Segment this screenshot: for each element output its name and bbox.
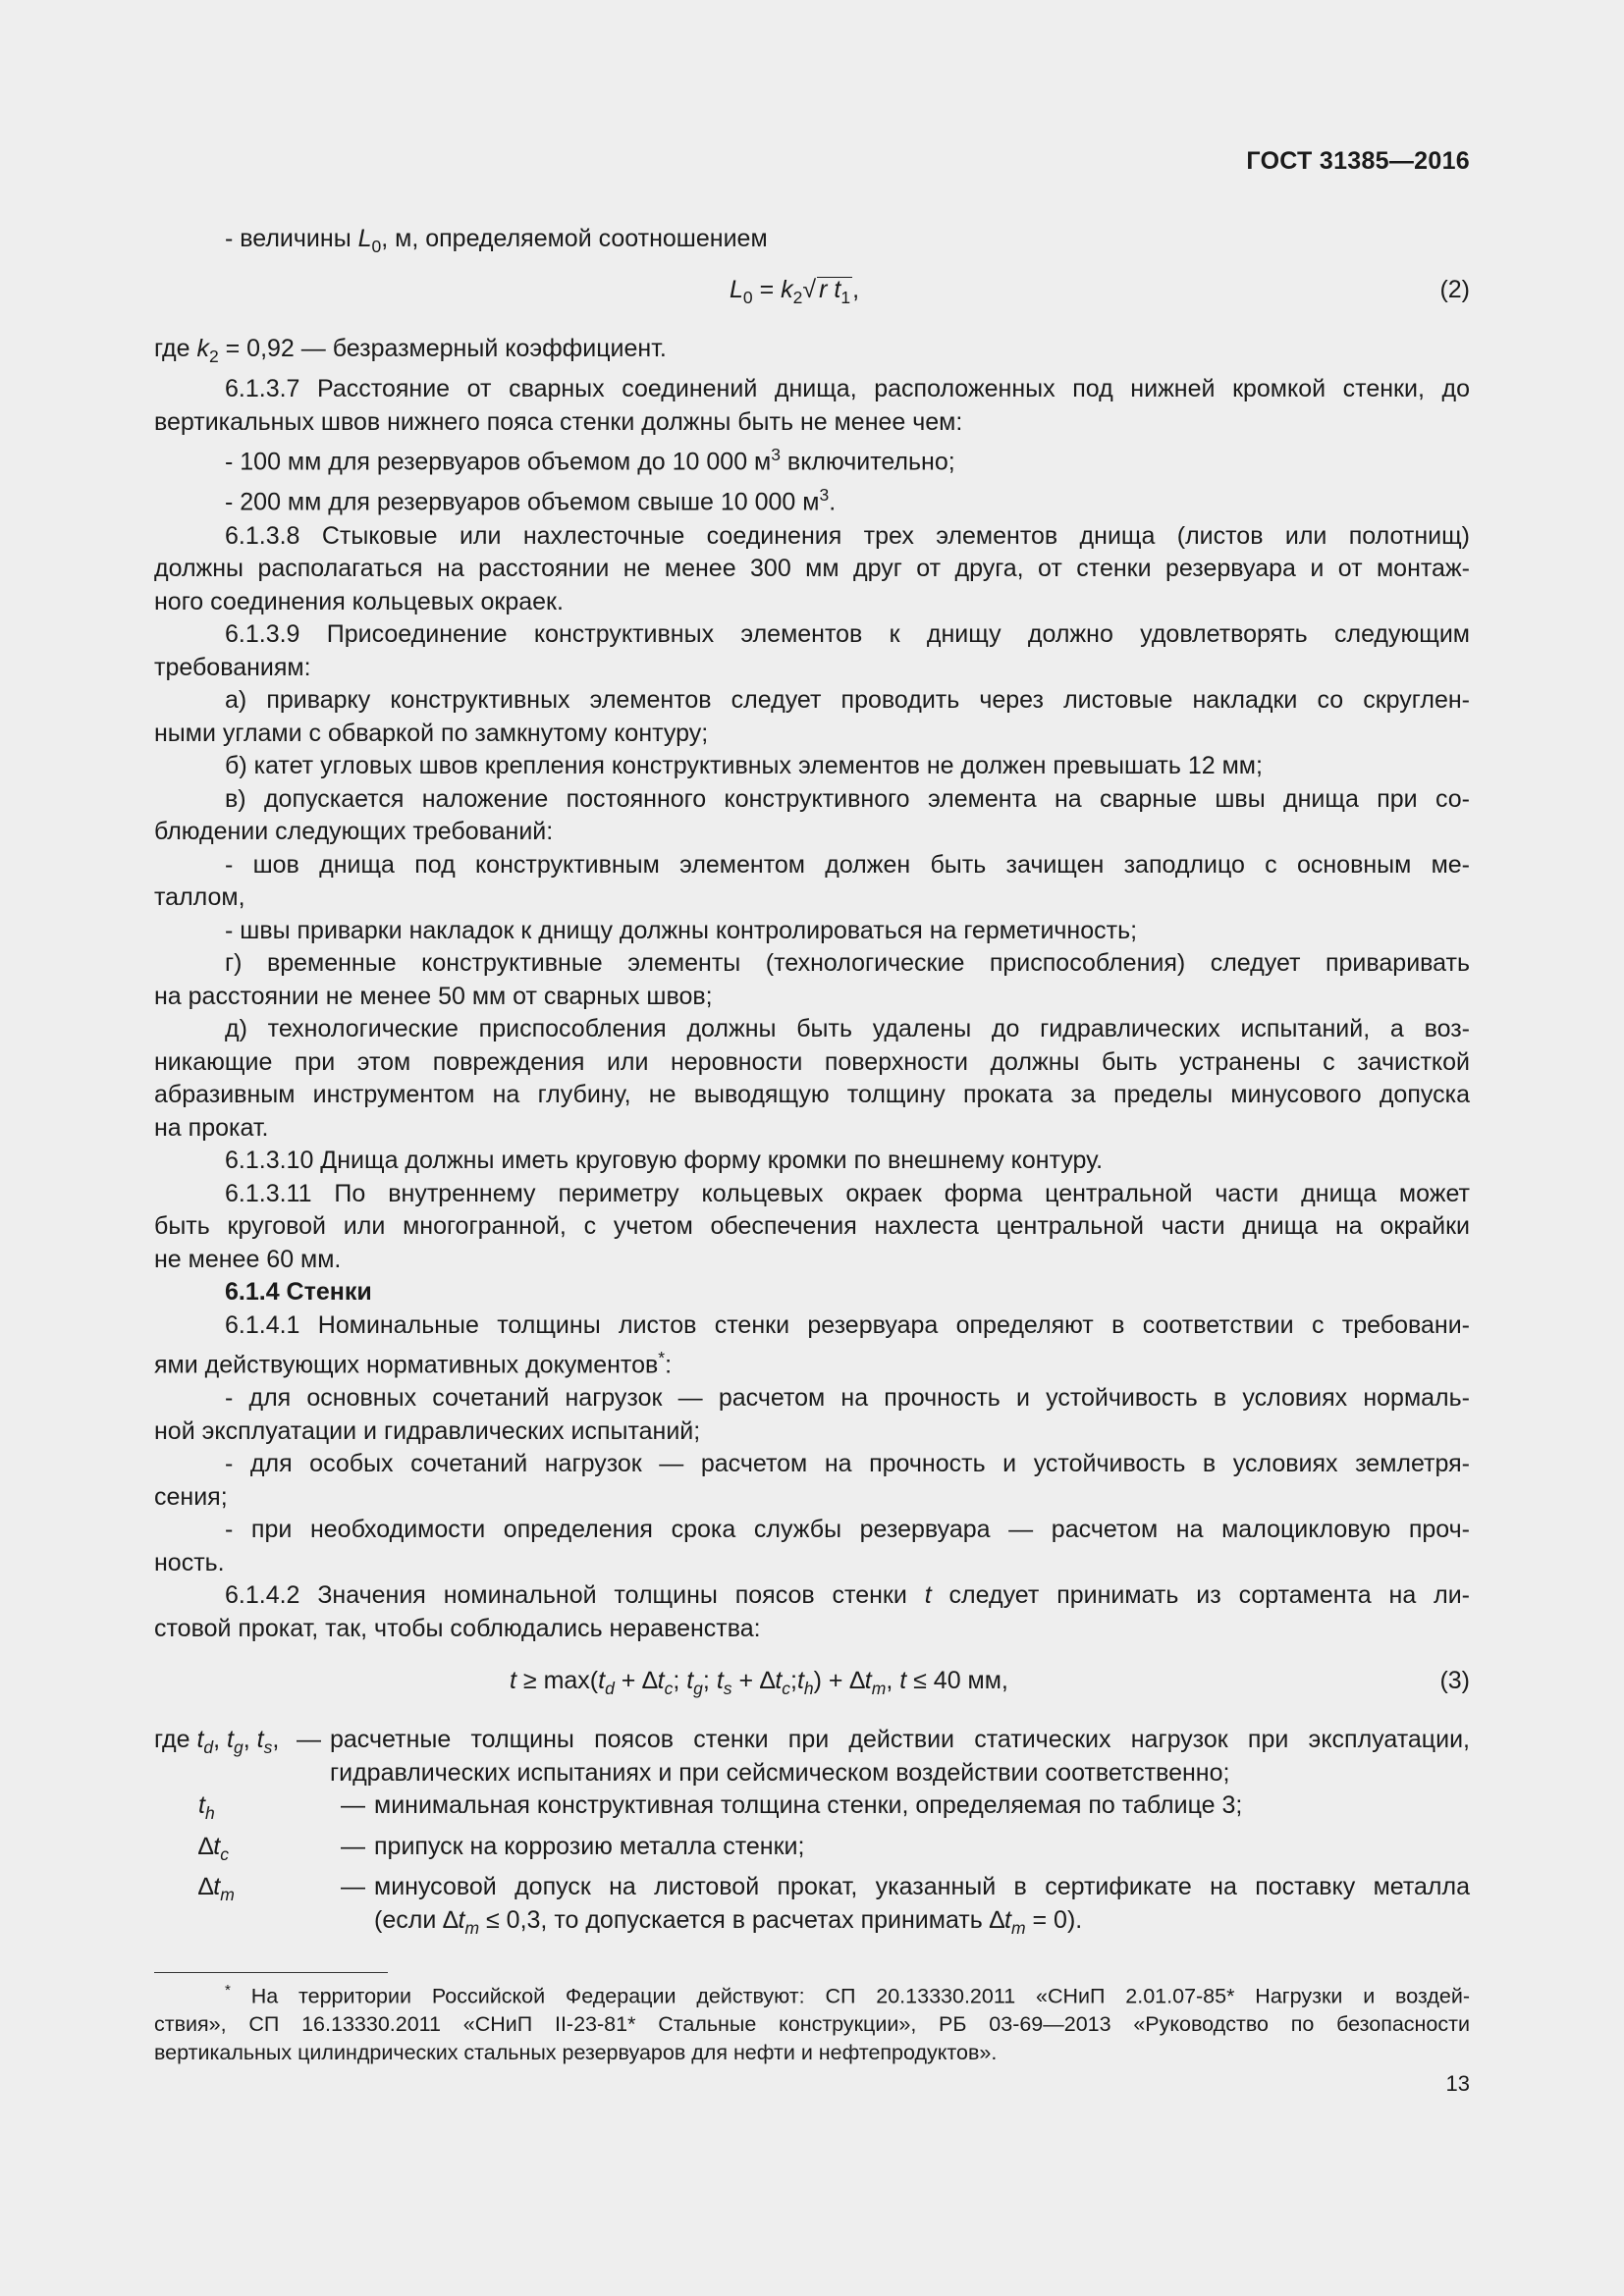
formula-symbol: t — [899, 1667, 907, 1695]
text-line — [154, 1976, 1470, 2010]
list-item: б) катет угловых швов крепления конструктивных элементов не должен превышать 12 мм; — [225, 752, 1263, 779]
formula-punct: ; — [702, 1667, 717, 1695]
formula-symbol: t — [198, 1791, 205, 1820]
text: где — [154, 334, 197, 362]
list-item: - для особых сочетаний нагрузок — расчетом на прочность и устойчивость в условиях землетря- — [225, 1450, 1470, 1478]
formula-symbol: L — [730, 275, 743, 303]
main-content — [154, 223, 1470, 1946]
text-line — [374, 1904, 1470, 1946]
text-line: на расстоянии не менее 50 мм от сварных швов; — [154, 982, 713, 1010]
list-item: - для основных сочетаний нагрузок — расчетом на прочность и устойчивость в условиях нормаль- — [225, 1384, 1470, 1413]
formula-punct: ; — [673, 1667, 687, 1695]
intro-text: , м, определяемой соотношением — [381, 225, 768, 252]
formula-sub: s — [263, 1737, 273, 1758]
formula-2-expression — [730, 274, 859, 315]
formula-symbol: t — [510, 1667, 516, 1695]
formula-symbol: t — [227, 1726, 234, 1754]
superscript: 3 — [771, 445, 781, 465]
definition-dash: — — [297, 1726, 321, 1754]
text: включительно; — [780, 448, 955, 476]
paragraph-6-1-3-8 — [154, 520, 1470, 619]
delta-symbol: ∆ — [198, 1832, 214, 1860]
formula-operator: + ∆ — [614, 1667, 658, 1695]
text-line: минусовой допуск на листовой прокат, указанный в сертификате на поставку металла — [374, 1873, 1470, 1901]
symbol-t: t — [924, 1581, 932, 1610]
formula-sub: 0 — [742, 287, 753, 307]
paragraph-6-1-3-10 — [154, 1145, 1470, 1178]
formula-symbol: t — [196, 1726, 204, 1754]
footnote-marker: * — [225, 1982, 231, 1999]
list-item: а) приварку конструктивных элементов следует проводить через листовые накладки со скруглен- — [225, 686, 1470, 714]
text: - 200 мм для резервуаров объемом свыше 10 000 м — [225, 489, 820, 516]
list-item: д) технологические приспособления должны быть удалены до гидравлических испытаний, а воз- — [225, 1015, 1470, 1042]
definition-dash: — — [341, 1832, 365, 1860]
text: где — [154, 1726, 197, 1754]
formula-sub: m — [1010, 1918, 1026, 1938]
text: ≤ 0,3, то допускается в расчетах принимать ∆ — [479, 1905, 1005, 1934]
definition-text: минимальная конструктивная толщина стенки, определяемая по таблице 3; — [374, 1791, 1243, 1820]
page-number: 13 — [1445, 2071, 1470, 2096]
formula-3-expression — [510, 1665, 1008, 1706]
text: . — [829, 489, 837, 516]
formula-sub: 1 — [840, 287, 851, 307]
formula-sub: s — [723, 1679, 732, 1699]
list-item — [154, 479, 1470, 519]
footnote-ref: * — [658, 1348, 666, 1367]
definition-symbol: где $t_d$, $t_g$, $t_s$, — [154, 1726, 280, 1758]
text-line: расчетные толщины поясов стенки при действии статических нагрузок при эксплуатации, — [330, 1726, 1470, 1754]
intro-line — [154, 223, 1470, 264]
definition-row — [154, 1724, 1470, 1789]
formula-sub: c — [664, 1679, 674, 1699]
formula-sub: m — [220, 1885, 235, 1905]
formula-sub: c — [220, 1843, 229, 1864]
text: На территории Российской Федерации действуют: СП 20.13330.2011 «СНиП 2.01.07-85* Нагрузки и воздей- — [230, 1984, 1470, 2008]
symbol-sub: 2 — [208, 346, 219, 366]
definition-symbol — [154, 1789, 341, 1831]
formula-sub: m — [871, 1679, 887, 1699]
list-item — [154, 439, 1470, 479]
formula-operator: = — [752, 275, 782, 303]
formula-sub: h — [204, 1803, 215, 1824]
formula-sub: h — [803, 1679, 814, 1699]
text-line: на прокат. — [154, 1113, 269, 1142]
text-line: 6.1.3.11 По внутреннему периметру кольцевых окраек форма центральной части днища может — [225, 1179, 1470, 1207]
text-line: быть круговой или многогранной, с учетом обеспечения нахлеста центральной части днища на окрайки — [154, 1212, 1470, 1240]
formula-symbol: t — [657, 1667, 665, 1695]
text-line: ными углами с обваркой по замкнутому контуру; — [154, 719, 709, 747]
formula-symbol: t — [458, 1905, 465, 1934]
delta-symbol: ∆ — [198, 1873, 214, 1901]
text-line: 6.1.3.7 Расстояние от сварных соединений днища, расположенных под нижней кромкой стенки, до — [225, 375, 1470, 403]
text-line: ность. — [154, 1548, 225, 1576]
text-line: 6.1.4.1 Номинальные толщины листов стенки резервуара определяют в соответствии с требовани- — [225, 1310, 1470, 1339]
list-item: в) допускается наложение постоянного конструктивного элемента на сварные швы днища при со- — [225, 784, 1470, 813]
formula-symbol: t — [1004, 1905, 1011, 1934]
text-line — [154, 1342, 1470, 1382]
text-line: стовой прокат, так, чтобы соблюдались неравенства: — [154, 1614, 761, 1642]
definition-dash: — — [341, 1873, 365, 1901]
formula-symbol: t — [686, 1667, 694, 1695]
list-item: - швы приварки накладок к днищу должны контролироваться на герметичность; — [225, 916, 1138, 944]
text: = 0,92 — безразмерный коэффициент. — [218, 334, 667, 362]
definition-row — [154, 1831, 1470, 1872]
definition-dash: — — [341, 1791, 365, 1820]
formula-punct: , — [852, 275, 860, 303]
where-k2 — [154, 333, 1470, 374]
text-line: не менее 60 мм. — [154, 1245, 342, 1273]
formula-sub: g — [233, 1737, 244, 1758]
formula-symbol: t — [796, 1667, 804, 1695]
text: 6.1.4.2 Значения номинальной толщины поясов стенки — [225, 1581, 925, 1610]
formula-punct: , — [886, 1667, 900, 1695]
formula-2-number: (2) — [1439, 275, 1470, 303]
formula-symbol: r — [819, 275, 828, 303]
formula-punct: ; — [790, 1667, 797, 1695]
symbol-L: L — [357, 225, 372, 252]
list-item: - при необходимости определения срока службы резервуара — расчетом на малоцикловую проч- — [225, 1516, 1470, 1544]
text-line: ного соединения кольцевых окраек. — [154, 587, 564, 615]
paragraph-6-1-3-7 — [154, 373, 1470, 519]
text: (если ∆ — [374, 1905, 459, 1934]
formula-text: ≤ 40 мм, — [906, 1667, 1008, 1695]
formula-sub: m — [464, 1918, 480, 1938]
text-line: 6.1.3.10 Днища должны иметь круговую форму кромки по внешнему контуру. — [225, 1147, 1104, 1174]
definition-symbol — [154, 1831, 341, 1872]
text: следует принимать из сортамента на ли- — [931, 1581, 1470, 1610]
sqrt-sign: √ — [802, 275, 817, 303]
definitions-list — [154, 1724, 1470, 1945]
superscript: 3 — [819, 485, 830, 506]
text: ями действующих нормативных документов — [154, 1351, 659, 1379]
text-line: должны располагаться на расстоянии не менее 300 мм друг от друга, от стенки резервуара и от монтаж- — [154, 555, 1470, 582]
formula-sub: d — [605, 1679, 615, 1699]
text-line: вертикальных швов нижнего пояса стенки должны быть не менее чем: — [154, 407, 963, 436]
formula-symbol: t — [864, 1667, 872, 1695]
formula-2 — [154, 264, 1470, 333]
intro-text: - величины — [225, 225, 358, 252]
paragraph-6-1-4-2 — [154, 1579, 1470, 1645]
formula-symbol: t — [213, 1873, 221, 1901]
text: - 100 мм для резервуаров объемом до 10 000 м — [225, 448, 772, 476]
definition-text: припуск на коррозию металла стенки; — [374, 1832, 805, 1860]
text-line: абразивным инструментом на глубину, не выводящую толщину проката за пределы минусового допуска — [154, 1081, 1470, 1108]
definition-row — [154, 1871, 1470, 1945]
text-line: требованиям: — [154, 653, 311, 681]
text-line: гидравлических испытаниях и при сейсмическом воздействии соответственно; — [330, 1758, 1230, 1787]
formula-symbol: t — [598, 1667, 606, 1695]
text-line: вертикальных цилиндрических стальных резервуаров для нефти и нефтепродуктов». — [154, 2041, 998, 2065]
document-id: ГОСТ 31385—2016 — [1246, 147, 1470, 175]
text-line: сения; — [154, 1482, 228, 1511]
footnote — [154, 1976, 1470, 2067]
formula-3 — [154, 1645, 1470, 1720]
text-line: 6.1.3.8 Стыковые или нахлесточные соединения трех элементов днища (листов или полотнищ) — [225, 521, 1470, 550]
formula-symbol: t — [827, 275, 841, 303]
formula-operator: ) + ∆ — [813, 1667, 865, 1695]
text-line: блюдении следующих требований: — [154, 818, 554, 845]
section-heading-6-1-4: 6.1.4 Стенки — [225, 1278, 372, 1306]
definition-text — [330, 1724, 1470, 1789]
text-line: 6.1.3.9 Присоединение конструктивных элементов к днищу должно удовлетворять следующим — [225, 620, 1470, 648]
list-item: - шов днища под конструктивным элементом должен быть зачищен заподлицо с основным ме- — [225, 850, 1470, 879]
text-line: никающие при этом повреждения или неровности поверхности должны быть устранены с зачисткой — [154, 1047, 1470, 1076]
formula-sub: c — [782, 1679, 791, 1699]
formula-symbol: k — [781, 275, 793, 303]
formula-sub: 2 — [792, 287, 803, 307]
text-line: таллом, — [154, 883, 245, 911]
formula-symbol: t — [716, 1667, 724, 1695]
paragraph-6-1-3-9 — [154, 618, 1470, 1145]
formula-operator: ≥ max( — [515, 1667, 599, 1695]
text: = 0). — [1025, 1905, 1083, 1934]
text-line: ной эксплуатации и гидравлических испытаний; — [154, 1416, 701, 1445]
text-line — [154, 1579, 1470, 1613]
sqrt-radicand — [817, 277, 852, 307]
formula-symbol: t — [213, 1832, 221, 1860]
formula-sub: g — [693, 1679, 703, 1699]
formula-3-number: (3) — [1439, 1667, 1470, 1695]
list-item: г) временные конструктивные элементы (технологические приспособления) следует приваривать — [225, 949, 1470, 977]
definition-symbol — [154, 1871, 341, 1945]
footnote-divider — [154, 1972, 388, 1973]
text: : — [665, 1351, 673, 1379]
paragraph-6-1-4-1 — [154, 1309, 1470, 1580]
symbol-k: k — [196, 334, 209, 362]
formula-symbol: t — [256, 1726, 264, 1754]
text-line: ствия», СП 16.13330.2011 «СНиП II-23-81* Стальные конструкции», РБ 03-69—2013 «Руководство по безопасности — [154, 2012, 1470, 2037]
paragraph-6-1-3-11 — [154, 1178, 1470, 1277]
definition-row — [154, 1789, 1470, 1831]
formula-operator: + ∆ — [731, 1667, 776, 1695]
formula-symbol: t — [775, 1667, 783, 1695]
formula-sub: d — [203, 1737, 214, 1758]
definition-text — [374, 1871, 1470, 1945]
symbol-sub: 0 — [371, 237, 382, 257]
